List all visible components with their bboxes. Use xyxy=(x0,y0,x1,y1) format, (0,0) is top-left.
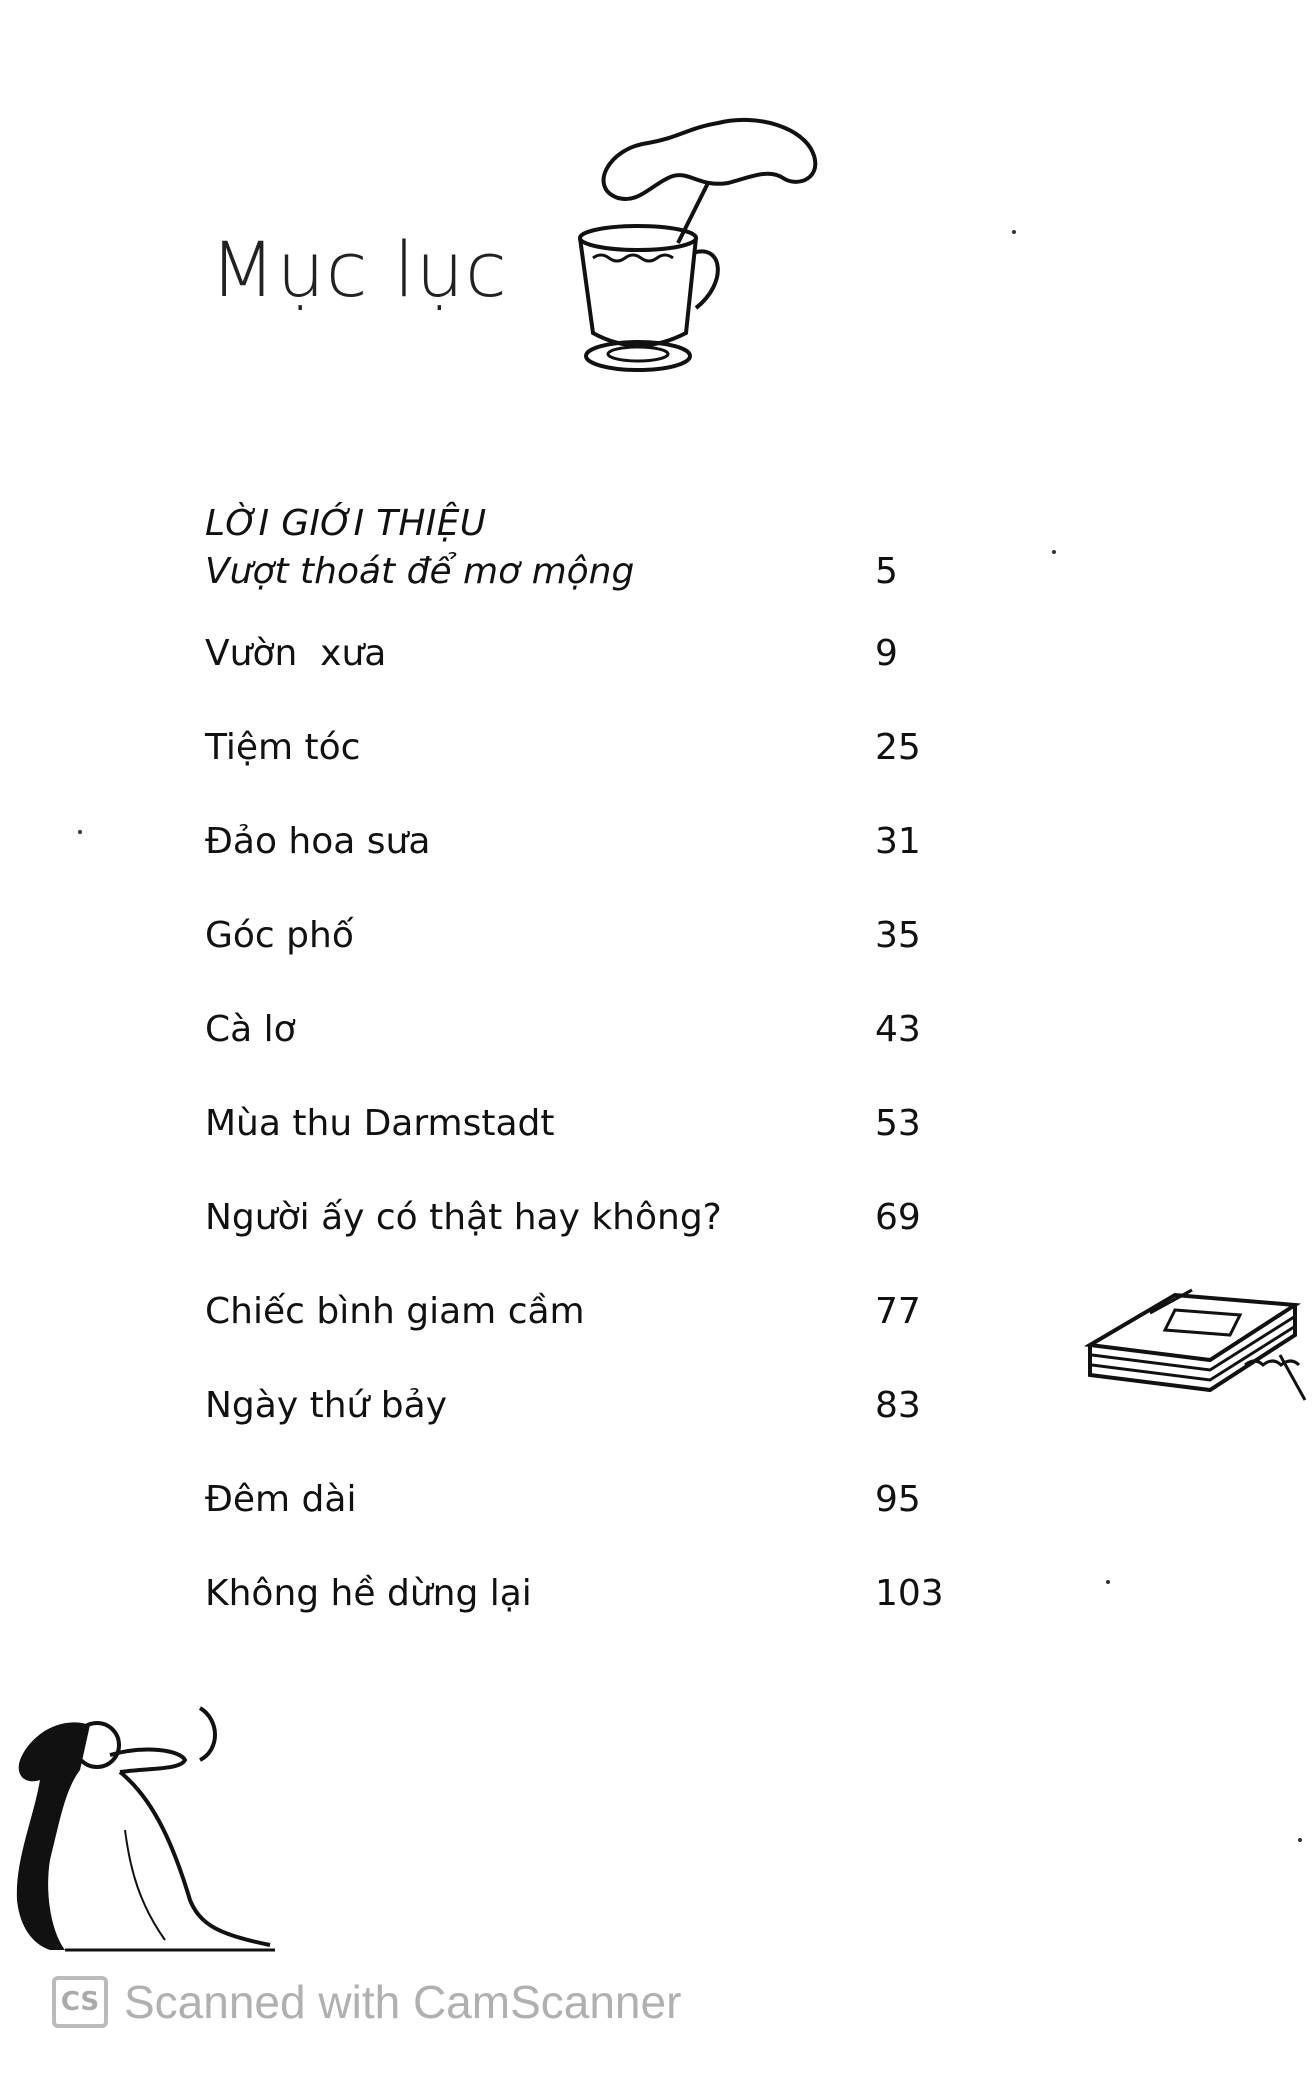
toc-entry-page: 69 xyxy=(875,1197,921,1238)
toc-entry xyxy=(205,1476,965,1570)
table-of-contents xyxy=(205,500,965,1664)
toc-entry-title: Đảo hoa sưa xyxy=(205,821,431,862)
camscanner-logo: CS xyxy=(52,1976,108,2028)
scan-speck xyxy=(78,830,82,834)
watermark-text: Scanned with CamScanner xyxy=(124,1976,682,2028)
toc-entry-page: 9 xyxy=(875,633,898,674)
toc-entry-title: Cà lơ xyxy=(205,1009,296,1050)
toc-entry-title: Đêm dài xyxy=(205,1479,357,1520)
toc-entry-page: 31 xyxy=(875,821,921,862)
toc-entry xyxy=(205,1006,965,1100)
coffee-cup-icon xyxy=(568,108,828,378)
toc-entry-page: 43 xyxy=(875,1009,921,1050)
toc-entry-page: 35 xyxy=(875,915,921,956)
scan-speck xyxy=(1012,230,1016,234)
toc-entry xyxy=(205,724,965,818)
toc-entry-title: Ngày thứ bảy xyxy=(205,1385,447,1426)
scan-speck xyxy=(1298,1838,1302,1842)
toc-entry-title: Vườn xưa xyxy=(205,633,387,674)
toc-entry xyxy=(205,1194,965,1288)
scanner-watermark xyxy=(52,1975,681,2029)
toc-entry-page: 5 xyxy=(875,551,898,592)
toc-entry-page: 95 xyxy=(875,1479,921,1520)
toc-entry xyxy=(205,1382,965,1476)
page-title: Mục lục xyxy=(210,225,508,314)
toc-entry-page: 25 xyxy=(875,727,921,768)
toc-entry xyxy=(205,912,965,1006)
toc-entry xyxy=(205,1100,965,1194)
toc-entry-title: Góc phố xyxy=(205,915,354,956)
toc-entry-page: 83 xyxy=(875,1385,921,1426)
toc-entry-page: 53 xyxy=(875,1103,921,1144)
books-stack-icon xyxy=(1080,1285,1312,1415)
toc-entry-title: Không hề dừng lại xyxy=(205,1573,532,1614)
toc-entry xyxy=(205,548,965,630)
toc-entry-title: Vượt thoát để mơ mộng xyxy=(205,551,635,592)
toc-entry xyxy=(205,1570,965,1664)
toc-entry xyxy=(205,1288,965,1382)
toc-heading: LỜI GIỚI THIỆU xyxy=(205,503,487,544)
toc-entry-title: Chiếc bình giam cầm xyxy=(205,1291,585,1332)
sitting-girl-icon xyxy=(5,1700,295,1960)
toc-entry-title: Mùa thu Darmstadt xyxy=(205,1103,555,1144)
scan-speck xyxy=(1052,550,1056,554)
toc-entry-title: Tiệm tóc xyxy=(205,727,361,768)
toc-entry-title: Người ấy có thật hay không? xyxy=(205,1197,722,1238)
toc-entry xyxy=(205,630,965,724)
toc-entry-page: 103 xyxy=(875,1573,944,1614)
toc-entry xyxy=(205,818,965,912)
scan-speck xyxy=(1106,1580,1110,1584)
toc-entry-page: 77 xyxy=(875,1291,921,1332)
